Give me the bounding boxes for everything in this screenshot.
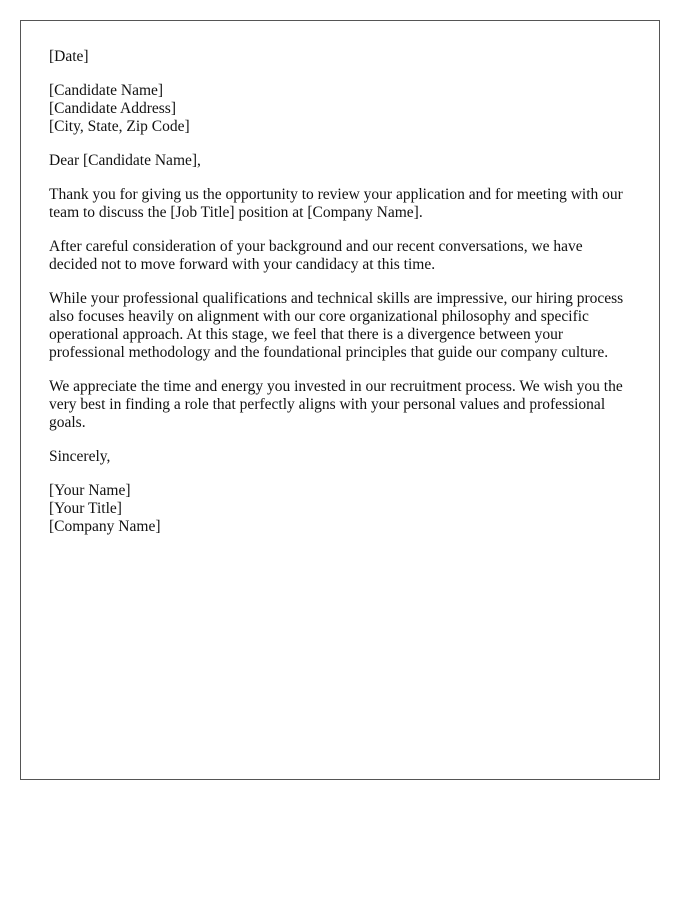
signature-name: [Your Name]: [49, 482, 131, 499]
letter-page: [20, 20, 660, 780]
paragraph-decision: After careful consideration of your background and our recent conversations, we have decided not to move forward with your candidacy at this time.: [49, 238, 583, 273]
signature-block: [49, 482, 625, 536]
signature-title: [Your Title]: [49, 500, 122, 517]
recipient-address: [Candidate Address]: [49, 100, 176, 117]
letter-date: [Date]: [49, 48, 89, 65]
closing-block: [49, 448, 625, 466]
letter-body: [49, 48, 625, 552]
recipient-name: [Candidate Name]: [49, 82, 164, 99]
recipient-block: [49, 82, 625, 136]
signature-company: [Company Name]: [49, 518, 161, 535]
date-block: [49, 48, 625, 66]
salutation: Dear [Candidate Name],: [49, 152, 201, 169]
paragraph-reason: While your professional qualifications and technical skills are impressive, our hiring process also focuses heavily on alignment with our core organizational philosophy and specific operational approach. At this stage, we feel that there is a divergence between your professional methodology and the foundational principles that guide our company culture.: [49, 290, 624, 361]
closing: Sincerely,: [49, 448, 111, 465]
paragraph-opening: Thank you for giving us the opportunity to review your application and for meeting with our team to discuss the [Job Title] position at [Company Name].: [49, 186, 623, 221]
recipient-city-state-zip: [City, State, Zip Code]: [49, 118, 190, 135]
salutation-block: [49, 152, 625, 170]
paragraph-closing-wishes: We appreciate the time and energy you invested in our recruitment process. We wish you the very best in finding a role that perfectly aligns with your personal values and professional goals.: [49, 378, 623, 431]
